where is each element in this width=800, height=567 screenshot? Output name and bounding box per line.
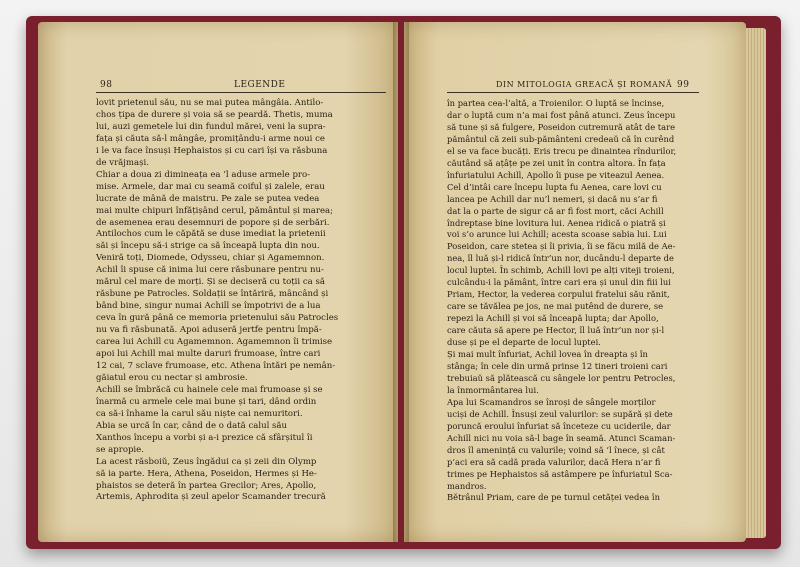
text-line: poruncă eroului înfuriat să înceteze cu uciderile, dar [447,420,671,431]
right-running-head: DIN MITOLOGIA GREACĂ ȘI ROMANĂ [496,80,673,89]
text-line: lui, auzi gemetele lui din fundul mărei, veni la supra- [96,121,326,132]
text-line: La acest răsboiŭ, Zeus îngădui ca și zeii din Olymp [96,456,317,467]
text-line: care căuta să apere pe Hector, îl luă într’un nor și-l [447,325,665,336]
text-line: Bĕtrânul Priam, care de pe turnul cetăței vedea în [447,492,660,503]
right-page-body [447,98,676,504]
text-line: repezi la Achill și voi să înceapă lupta; dar Apollo, [447,313,659,324]
text-line: p’aci era să cadă prada valurilor, dacă Hera n’ar fi [447,456,661,467]
text-line: Chiar a doua zi dimineața ea ’l aduse armele pro- [96,169,311,180]
text-line: stânga; în cele din urmă prinse 12 tineri troieni cari [447,360,668,371]
text-line: Antilochos cum le căpătă se duse imediat la prietenii [96,229,326,240]
text-line: locul luptei. În schimb, Achill lovi pe alți viteji troieni, [447,265,675,276]
text-line: carea lui Achill cu Agamemnon. Agamemnon îi trimise [96,337,333,348]
text-line: Xanthos începu a vorbi și a-i prezice că sfârșitul îi [96,432,313,443]
text-line: dros îl amenință cu valurile; voind să ’l înece, și cât [447,444,665,455]
text-line: fața și căuta să-l mângâe, promițându-i arme noui ce [96,133,325,144]
text-line: ca să-i înhame la carul său niște cai nemuritori. [96,408,303,419]
text-line: trimes pe Hephaistos să astâmpere pe înfuriatul Sca- [447,468,673,479]
text-line: în partea cea-l’altă, a Troienilor. O luptă se încinse, [447,98,665,108]
text-line: mai multe chipuri înfățișând cerul, pământul și marea; [96,205,333,216]
left-head-rule [96,92,386,93]
text-line: înfuriatului Achill, Apollo îi puse pe viteazul Aenea. [447,169,665,180]
text-line: Artemis, Aphrodita și zeul apelor Scamander trecură [96,492,326,503]
text-line: i le va face însuși Hephaistos și cu cari își va răsbuna [96,145,328,156]
left-page-body [96,98,338,504]
text-line: să tune și să fulgere, Poseidon cutremură atât de tare [447,121,676,132]
text-line: care se tăvălea pe jos, ne mai putênd de durere, se [447,301,664,312]
text-line: Veniră toți, Diomede, Odysseu, chiar și Agamemnon. [96,253,325,264]
text-line: săi și începu să-i strige ca să înceapă lupta din nou. [96,241,320,252]
text-line: Priam, Hector, la vederea corpului fratelui său rănit, [447,289,670,300]
text-line: de asemenea erau desemnuri de popore și de serbări. [96,217,330,228]
text-line: chos țipa de durere și voia să se peardă. Thetis, muma [96,109,333,120]
text-line: Achil îi spuse că inima lui cere răsbunare pentru nu- [96,265,324,276]
text-line: nea, îl luă și-l ridică într’un nor, ducându-l departe de [447,253,674,264]
text-line: Apa lui Scamandros se înroși de sângele morților [447,396,656,407]
text-line: de vrăjmași. [96,157,149,168]
text-line: îndreptase bine lovitura lui. Aenea ridică o piatră și [447,217,666,228]
text-line: dar o luptă cum n’a mai fost până atunci. Zeus începu [447,109,676,120]
text-line: lancea pe Achill dar nu’l nemeri, și dacă nu s’ar fi [447,193,658,204]
text-line: înarmă cu armele cele mai bune și tari, dând ordin [96,396,317,407]
text-line: Poseidon, care stetea și îi privia, îi se făcu milă de Ae- [447,241,676,252]
text-line: dat la o parte de sigur că ar fi fost mort, căci Achill [447,205,664,216]
left-running-head: LEGENDE [234,80,286,90]
text-line: 12 cai, 7 sclave frumoase, etc. Athena întări pe nemân- [96,360,336,371]
text-line: el se va face bucăți. Eris trecu pe dinaintea rîndurilor, [447,145,677,156]
text-line: se apropie. [96,444,144,455]
text-line: căutând să ațâțe pe zei unit în contra altora. În fața [447,157,666,168]
text-line: duse și pe el departe de locul luptei. [447,337,601,348]
text-line: lovit prietenul său, nu se mai putea mângâia. Antilo- [96,98,324,108]
text-line: răsbune pe Patrocles. Soldații se întăriră, mâncând și [96,289,329,300]
book-gutter [393,22,409,542]
text-line: bând bine, singur numai Achill se împotrivi de a lua [96,301,321,312]
text-line: culcându-i la pământ, între cari era și unul din fiii lui [447,277,671,288]
text-line: nu va fi răsbunată. Apoi aduseră jertfe pentru împă- [96,325,322,336]
left-page-number: 98 [100,80,113,90]
text-line: Și mai mult înfuriat, Achil lovea în dreapta și în [447,349,648,360]
text-line: voi s’o arunce lui Achill; acesta scoase sabia lui. Lui [447,229,667,240]
text-line: phaistos se deteră în partea Grecilor; Ares, Apollo, [96,480,317,491]
text-line: Achill nici nu voia să-l bage în seamă. Atunci Scaman- [447,432,676,443]
text-line: uciși de Achill. Însuși zeul valurilor: se supără și dete [447,408,673,419]
text-line: mandros. [447,480,487,491]
right-head-rule [447,92,699,93]
text-line: Abia se urcă în car, când de o dată calul său [96,420,288,431]
text-line: mise. Armele, dar mai cu seamă coiful și zalele, erau [96,181,325,192]
text-line: Achill se îmbrăcă cu hainele cele mai frumoase și se [96,384,323,395]
text-line: ceva în gură până ce memoria prietenului său Patrocles [96,313,339,324]
text-line: găiatul erou cu nectar și ambrosie. [96,372,248,383]
text-line: pământul că zeii sub-pământeni credeaŭ că în curênd [447,133,675,144]
text-line: Cel d’intâi care începu lupta fu Aenea, care lovi cu [447,181,662,192]
text-line: să ia parte. Hera, Athena, Poseidon, Hermes și He- [96,468,317,479]
text-line: mărul cel mare de morți. Și se deciseră cu toții ca să [96,277,325,288]
text-line: trebuiaŭ să plătească cu sângele lor pentru Petrocles, [447,372,676,383]
text-line: lucrate de mână de maistru. Pe zale se putea vedea [96,193,320,204]
text-line: la înmormântarea lui. [447,384,539,395]
right-page-number: 99 [677,80,690,90]
text-line: apoi lui Achill mai multe daruri frumoase, între cari [96,349,321,360]
